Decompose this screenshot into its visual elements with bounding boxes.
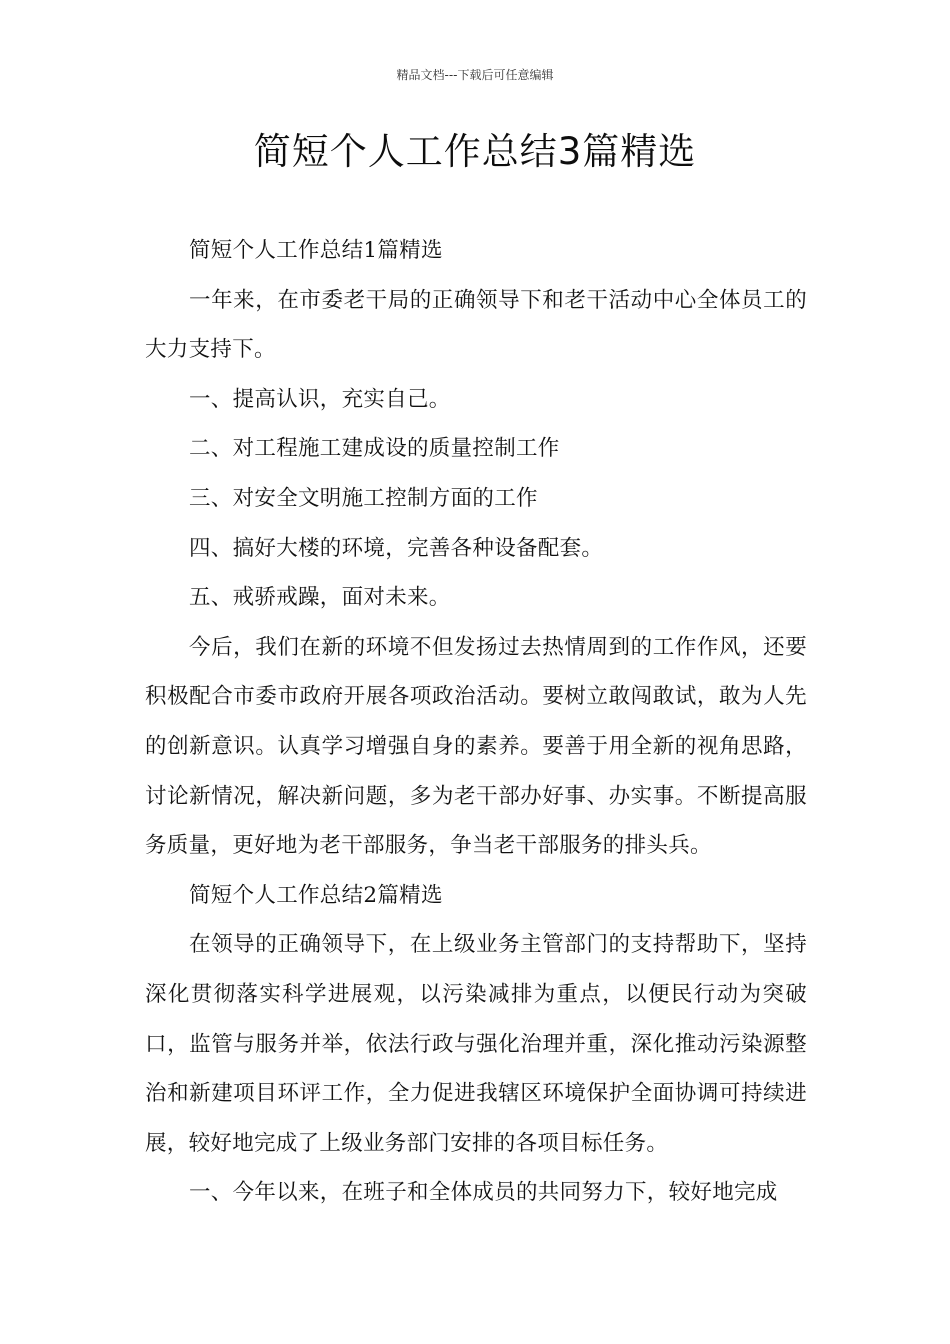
list-item-1: 一、提高认识，充实自己。	[189, 386, 451, 412]
document-body	[145, 226, 807, 1218]
section-heading-1: 简短个人工作总结1篇精选	[189, 238, 443, 263]
paragraph-summary-2: 在领导的正确领导下，在上级业务主管部门的支持帮助下，坚持深化贯彻落实科学进展观，以污染减排为重点，以便民行动为突破口，监管与服务并举，依法行政与强化治理并重，深化推动污染源整治和新建项目环评工作，全力促进我辖区环境保护全面协调可持续进展，较好地完成了上级业务部门安排的各项目标任务。	[145, 932, 807, 1156]
list-item-3: 三、对安全文明施工控制方面的工作	[189, 485, 538, 511]
list-item-2: 二、对工程施工建成设的质量控制工作	[189, 436, 560, 462]
paragraph-intro: 一年来，在市委老干局的正确领导下和老干活动中心全体员工的大力支持下。	[145, 287, 807, 363]
list-item-5: 五、戒骄戒躁，面对未来。	[189, 585, 451, 611]
document-title: 简短个人工作总结3篇精选	[253, 130, 697, 173]
paragraph-point-1: 一、今年以来，在班子和全体成员的共同努力下，较好地完成	[189, 1180, 778, 1206]
header-note: 精品文档---下载后可任意编辑	[396, 68, 554, 82]
section-heading-2: 简短个人工作总结2篇精选	[189, 882, 443, 908]
list-item-4: 四、搞好大楼的环境，完善各种设备配套。	[189, 535, 604, 561]
paragraph-outlook: 今后，我们在新的环境不但发扬过去热情周到的工作作风，还要积极配合市委市政府开展各项政治活动。要树立敢闯敢试，敢为人先的创新意识。认真学习增强自身的素养。要善于用全新的视角思路，讨论新情况，解决新问题，多为老干部办好事、办实事。不断提高服务质量，更好地为老干部服务，争当老干部服务的排头兵。	[145, 634, 807, 859]
